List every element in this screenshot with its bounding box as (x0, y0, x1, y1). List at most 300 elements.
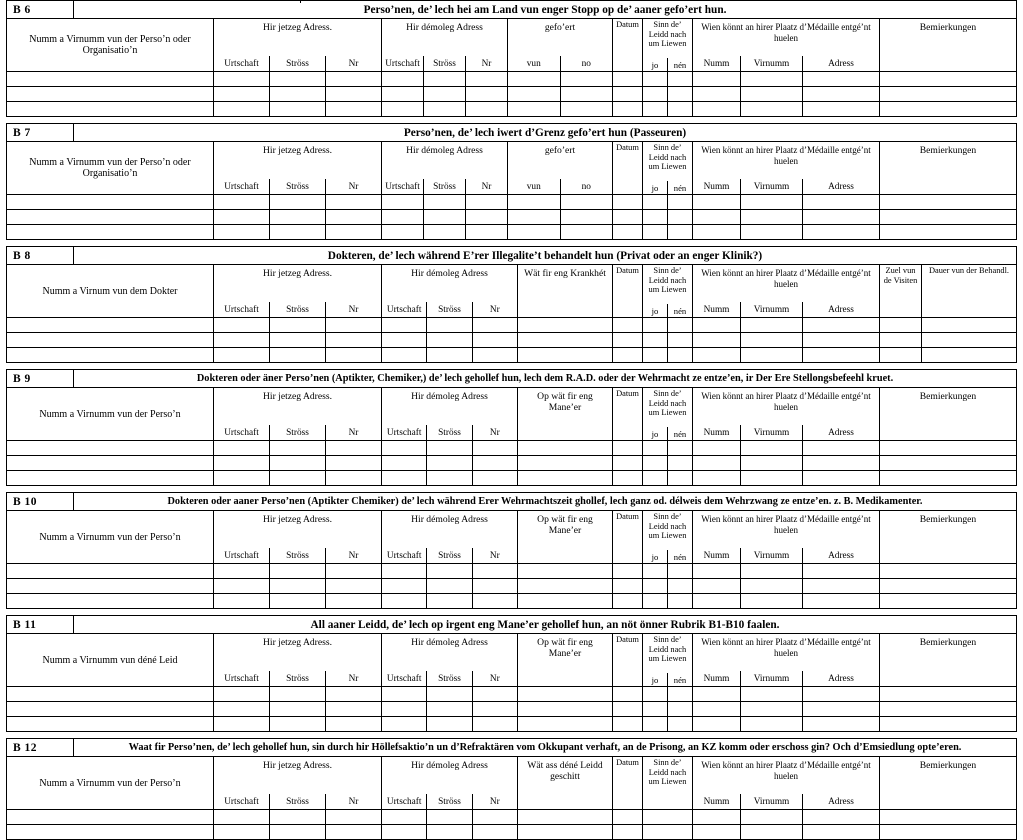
remarks-label: Bemierkungen (919, 145, 977, 156)
section-b11-rows (7, 687, 1016, 731)
no-label: nén (673, 59, 687, 70)
section-b12-title: Waat fir Perso’nen, de’ lech gehollef hun, sin durch hir Höllefsaktio’n un d’Refraktären vom Okkupant verhaft, an de Prisong, an KZ komm oder erschoss gin? Och d’Emsiedlung opte’eren. (128, 742, 962, 753)
section-b7-transport-header (508, 142, 613, 194)
section-b8-date-header (613, 265, 643, 317)
yes-label: jo (643, 673, 668, 686)
cell-visits[interactable] (880, 333, 922, 347)
cell-illness[interactable] (518, 348, 613, 362)
former-address-label: Hir démoleg Adress (411, 391, 488, 402)
cell-current-address[interactable] (214, 717, 382, 731)
address-label: Adress (828, 796, 854, 807)
table-row[interactable] (7, 209, 1016, 224)
current-address-label: Hir jetzeg Adress. (262, 760, 332, 771)
section-b9-title: Dokteren oder äner Perso’nen (Aptikter, Chemiker,) de’ lech gehollef hun, lech dem R.A.D. oder der Wehrmacht ze entze’en, ir Der Ere Stellongsbefeehl kruet. (196, 373, 894, 384)
section-b6-rows (7, 72, 1016, 116)
page-edge-mark (300, 0, 311, 3)
date-label: Datum (616, 635, 639, 644)
date-label: Datum (616, 143, 639, 152)
no-label: nén (673, 182, 687, 193)
section-b6-transport-header (508, 19, 613, 71)
section-b12-name-col-header: Numm a Virnumm vun der Perso’n (7, 757, 214, 809)
cell-meaning[interactable] (643, 579, 693, 593)
cell-current-address[interactable] (214, 72, 382, 86)
table-row[interactable] (7, 578, 1016, 593)
table-row[interactable] (7, 195, 1016, 209)
former-address-label: Hir démoleg Adress (411, 760, 488, 771)
cell-former-address[interactable] (382, 594, 518, 608)
cell-current-address[interactable] (214, 702, 382, 716)
section-b6-remarks-header (880, 19, 1016, 71)
table-row[interactable] (7, 332, 1016, 347)
cell-name[interactable] (7, 717, 214, 731)
section-b8-illness-header (518, 265, 613, 317)
cell-remarks[interactable] (880, 87, 1016, 101)
cell-name[interactable] (7, 441, 214, 455)
cell-name[interactable] (7, 456, 214, 470)
cell-name[interactable] (7, 702, 214, 716)
cell-date[interactable] (613, 717, 643, 731)
cell-name[interactable] (7, 87, 214, 101)
section-b7-plaque-header (693, 142, 880, 194)
cell-former-address[interactable] (382, 810, 518, 824)
number-label: Nr (348, 304, 359, 315)
section-b6-plaque-header (693, 19, 880, 71)
cell-plaque[interactable] (693, 87, 880, 101)
cell-transport[interactable] (508, 102, 613, 116)
table-row[interactable] (7, 593, 1016, 608)
number-label: Nr (348, 58, 359, 69)
cell-remarks[interactable] (880, 702, 1016, 716)
cell-current-address[interactable] (214, 87, 382, 101)
cell-meaning[interactable] (643, 333, 693, 347)
cell-current-address[interactable] (214, 348, 382, 362)
table-row[interactable] (7, 318, 1016, 332)
section-b11-current-address-header (214, 634, 382, 686)
cell-current-address[interactable] (214, 210, 382, 224)
section-b12-rows (7, 810, 1016, 839)
cell-plaque[interactable] (693, 348, 880, 362)
cell-meaning[interactable] (643, 471, 693, 485)
cell-plaque[interactable] (693, 225, 880, 239)
cell-date[interactable] (613, 195, 643, 209)
plaque-label: Wien könnt an hirer Plaatz d’Médaille entgé’nt huelen (701, 145, 871, 166)
cell-former-address[interactable] (382, 195, 508, 209)
cell-transport[interactable] (508, 225, 613, 239)
yes-label: jo (643, 181, 668, 194)
cell-meaning[interactable] (643, 195, 693, 209)
meaning-label: Sinn de’ Leidd nach um Liewen (648, 512, 687, 540)
number-label: Nr (481, 58, 492, 69)
cell-plaque[interactable] (693, 72, 880, 86)
cell-name[interactable] (7, 225, 214, 239)
cell-visits[interactable] (880, 318, 922, 332)
section-b11-former-address-header (382, 634, 518, 686)
cell-former-address[interactable] (382, 210, 508, 224)
cell-current-address[interactable] (214, 564, 382, 578)
cell-meaning[interactable] (643, 564, 693, 578)
remarks-label: Bemierkungen (919, 391, 977, 402)
cell-date[interactable] (613, 441, 643, 455)
cell-plaque[interactable] (693, 687, 880, 701)
surname-label: Numm (693, 179, 741, 194)
section-b11-code: B 11 (7, 616, 74, 633)
meaning-label: Sinn de’ Leidd nach um Liewen (648, 758, 687, 786)
cell-remarks[interactable] (880, 564, 1016, 578)
former-address-label: Hir démoleg Adress (411, 514, 488, 525)
cell-manner[interactable] (518, 441, 613, 455)
cell-current-address[interactable] (214, 195, 382, 209)
section-b10-current-address-header (214, 511, 382, 563)
street-label: Ströss (427, 548, 472, 563)
number-label: Nr (348, 427, 359, 438)
cell-meaning[interactable] (643, 810, 693, 824)
cell-name[interactable] (7, 594, 214, 608)
section-b6-current-address-header (214, 19, 382, 71)
cell-former-address[interactable] (382, 225, 508, 239)
section-b10-header (7, 511, 1016, 564)
cell-former-address[interactable] (382, 456, 518, 470)
cell-what-happened[interactable] (518, 825, 613, 839)
section-b12 (6, 738, 1017, 840)
cell-former-address[interactable] (382, 825, 518, 839)
section-b8-name-col-header: Numm a Virnum vun dem Dokter (7, 265, 214, 317)
cell-manner[interactable] (518, 594, 613, 608)
cell-name[interactable] (7, 102, 214, 116)
cell-date[interactable] (613, 687, 643, 701)
cell-meaning[interactable] (643, 87, 693, 101)
cell-plaque[interactable] (693, 594, 880, 608)
cell-remarks[interactable] (880, 195, 1016, 209)
section-b9-title-row (7, 370, 1016, 388)
cell-meaning[interactable] (643, 702, 693, 716)
cell-plaque[interactable] (693, 456, 880, 470)
cell-date[interactable] (613, 579, 643, 593)
section-b10-name-col-header: Numm a Virnumm vun der Perso’n (7, 511, 214, 563)
transport-label: gefo’ert (544, 145, 576, 156)
plaque-label: Wien könnt an hirer Plaatz d’Médaille entgé’nt huelen (701, 268, 871, 289)
cell-illness[interactable] (518, 318, 613, 332)
table-row[interactable] (7, 701, 1016, 716)
section-b8-title-row (7, 247, 1016, 265)
cell-manner[interactable] (518, 687, 613, 701)
cell-remarks[interactable] (880, 210, 1016, 224)
table-row[interactable] (7, 347, 1016, 362)
table-row[interactable] (7, 86, 1016, 101)
cell-meaning[interactable] (643, 210, 693, 224)
cell-remarks[interactable] (880, 471, 1016, 485)
section-b10 (6, 492, 1017, 609)
cell-former-address[interactable] (382, 318, 518, 332)
cell-remarks[interactable] (880, 456, 1016, 470)
cell-current-address[interactable] (214, 102, 382, 116)
transport-label: gefo’ert (544, 22, 576, 33)
cell-date[interactable] (613, 318, 643, 332)
cell-date[interactable] (613, 456, 643, 470)
cell-visits[interactable] (880, 348, 922, 362)
cell-current-address[interactable] (214, 471, 382, 485)
yes-label: jo (643, 304, 668, 317)
cell-name[interactable] (7, 195, 214, 209)
section-b12-remarks-header (880, 757, 1016, 809)
cell-date[interactable] (613, 702, 643, 716)
section-b6-date-header (613, 19, 643, 71)
cell-plaque[interactable] (693, 318, 880, 332)
cell-duration[interactable] (922, 348, 1016, 362)
cell-duration[interactable] (922, 318, 1016, 332)
cell-meaning[interactable] (643, 318, 693, 332)
section-b8-visits-header (880, 265, 922, 317)
manner-label: Op wät fir eng Mane’er (537, 637, 593, 659)
cell-former-address[interactable] (382, 579, 518, 593)
cell-date[interactable] (613, 825, 643, 839)
section-b11-meaning-header (643, 634, 693, 686)
cell-date[interactable] (613, 810, 643, 824)
cell-former-address[interactable] (382, 348, 518, 362)
cell-meaning[interactable] (643, 348, 693, 362)
cell-current-address[interactable] (214, 441, 382, 455)
section-b11-title: All aaner Leidd, de’ lech op irgent eng Mane’er gehollef hun, an nöt önner Rubrik B1-B10 faalen. (310, 618, 780, 631)
cell-name[interactable] (7, 564, 214, 578)
section-b10-meaning-header (643, 511, 693, 563)
cell-current-address[interactable] (214, 594, 382, 608)
section-b7-code: B 7 (7, 124, 74, 141)
table-row[interactable] (7, 564, 1016, 578)
section-b8-plaque-header (693, 265, 880, 317)
cell-former-address[interactable] (382, 333, 518, 347)
table-row[interactable] (7, 224, 1016, 239)
firstname-label: Virnumm (741, 302, 803, 317)
cell-current-address[interactable] (214, 825, 382, 839)
cell-date[interactable] (613, 471, 643, 485)
cell-manner[interactable] (518, 702, 613, 716)
table-row[interactable] (7, 101, 1016, 116)
cell-manner[interactable] (518, 579, 613, 593)
cell-manner[interactable] (518, 717, 613, 731)
section-b9-header (7, 388, 1016, 441)
cell-former-address[interactable] (382, 717, 518, 731)
cell-plaque[interactable] (693, 810, 880, 824)
visits-label: Zuel vun de Visiten (883, 266, 918, 285)
cell-name[interactable] (7, 348, 214, 362)
cell-former-address[interactable] (382, 702, 518, 716)
number-label: Nr (489, 550, 500, 561)
cell-remarks[interactable] (880, 594, 1016, 608)
from-label: vun (508, 56, 561, 71)
street-label: Ströss (270, 794, 326, 809)
section-b11-plaque-header (693, 634, 880, 686)
cell-former-address[interactable] (382, 102, 508, 116)
cell-current-address[interactable] (214, 318, 382, 332)
current-address-label: Hir jetzeg Adress. (262, 514, 332, 525)
cell-remarks[interactable] (880, 72, 1016, 86)
cell-meaning[interactable] (643, 594, 693, 608)
cell-name[interactable] (7, 471, 214, 485)
number-label: Nr (489, 673, 500, 684)
cell-plaque[interactable] (693, 579, 880, 593)
section-b10-plaque-header (693, 511, 880, 563)
section-b8-meaning-header (643, 265, 693, 317)
section-b7 (6, 123, 1017, 240)
section-b11-title-row (7, 616, 1016, 634)
cell-former-address[interactable] (382, 687, 518, 701)
cell-former-address[interactable] (382, 72, 508, 86)
cell-date[interactable] (613, 87, 643, 101)
cell-name[interactable] (7, 333, 214, 347)
cell-meaning[interactable] (643, 825, 693, 839)
cell-meaning[interactable] (643, 441, 693, 455)
cell-plaque[interactable] (693, 441, 880, 455)
section-b10-manner-header (518, 511, 613, 563)
cell-remarks[interactable] (880, 717, 1016, 731)
yes-label: jo (643, 58, 668, 71)
table-row[interactable] (7, 716, 1016, 731)
cell-remarks[interactable] (880, 225, 1016, 239)
cell-plaque[interactable] (693, 102, 880, 116)
table-row[interactable] (7, 441, 1016, 455)
section-b9 (6, 369, 1017, 486)
no-label: nén (673, 674, 687, 685)
cell-remarks[interactable] (880, 810, 1016, 824)
surname-label: Numm (693, 671, 741, 686)
section-b8-code: B 8 (7, 247, 74, 264)
section-b7-title: Perso’nen, de’ lech iwert d’Grenz gefo’ert hun (Passeuren) (403, 126, 687, 139)
cell-name[interactable] (7, 825, 214, 839)
section-b11-name-col-header: Numm a Virnumm vun déné Leid (7, 634, 214, 686)
cell-name[interactable] (7, 579, 214, 593)
cell-plaque[interactable] (693, 210, 880, 224)
cell-former-address[interactable] (382, 441, 518, 455)
cell-meaning[interactable] (643, 72, 693, 86)
cell-name[interactable] (7, 687, 214, 701)
cell-manner[interactable] (518, 456, 613, 470)
cell-remarks[interactable] (880, 687, 1016, 701)
cell-manner[interactable] (518, 564, 613, 578)
remarks-label: Bemierkungen (919, 637, 977, 648)
cell-plaque[interactable] (693, 702, 880, 716)
current-address-label: Hir jetzeg Adress. (262, 391, 332, 402)
section-b6-title-row (7, 1, 1016, 19)
cell-current-address[interactable] (214, 810, 382, 824)
section-b9-current-address-header (214, 388, 382, 440)
cell-plaque[interactable] (693, 333, 880, 347)
former-address-label: Hir démoleg Adress (411, 637, 488, 648)
cell-plaque[interactable] (693, 564, 880, 578)
number-label: Nr (489, 796, 500, 807)
cell-illness[interactable] (518, 333, 613, 347)
surname-label: Numm (693, 56, 741, 71)
cell-remarks[interactable] (880, 825, 1016, 839)
cell-date[interactable] (613, 564, 643, 578)
cell-name[interactable] (7, 318, 214, 332)
table-row[interactable] (7, 810, 1016, 824)
table-row[interactable] (7, 824, 1016, 839)
cell-meaning[interactable] (643, 687, 693, 701)
firstname-label: Virnumm (741, 425, 803, 440)
cell-meaning[interactable] (643, 717, 693, 731)
cell-current-address[interactable] (214, 456, 382, 470)
cell-former-address[interactable] (382, 87, 508, 101)
section-b12-plaque-header (693, 757, 880, 809)
surname-label: Numm (693, 548, 741, 563)
table-row[interactable] (7, 455, 1016, 470)
cell-plaque[interactable] (693, 195, 880, 209)
cell-date[interactable] (613, 210, 643, 224)
cell-transport[interactable] (508, 210, 613, 224)
section-b8-duration-header (922, 265, 1016, 317)
table-row[interactable] (7, 687, 1016, 701)
number-label: Nr (348, 181, 359, 192)
manner-label: Op wät fir eng Mane’er (537, 514, 593, 536)
street-label: Ströss (270, 179, 326, 194)
cell-date[interactable] (613, 348, 643, 362)
remarks-label: Bemierkungen (919, 22, 977, 33)
cell-date[interactable] (613, 72, 643, 86)
cell-date[interactable] (613, 102, 643, 116)
cell-meaning[interactable] (643, 102, 693, 116)
cell-transport[interactable] (508, 87, 613, 101)
section-b9-former-address-header (382, 388, 518, 440)
street-label: Ströss (424, 179, 466, 194)
plaque-label: Wien könnt an hirer Plaatz d’Médaille entgé’nt huelen (701, 22, 871, 43)
cell-current-address[interactable] (214, 687, 382, 701)
cell-duration[interactable] (922, 333, 1016, 347)
cell-remarks[interactable] (880, 102, 1016, 116)
table-row[interactable] (7, 72, 1016, 86)
cell-former-address[interactable] (382, 564, 518, 578)
locality-label: Urtschaft (214, 794, 270, 809)
cell-remarks[interactable] (880, 441, 1016, 455)
firstname-label: Virnumm (741, 548, 803, 563)
cell-date[interactable] (613, 594, 643, 608)
meaning-label: Sinn de’ Leidd nach um Liewen (648, 389, 687, 417)
cell-date[interactable] (613, 333, 643, 347)
section-b12-former-address-header (382, 757, 518, 809)
cell-date[interactable] (613, 225, 643, 239)
section-b9-manner-header (518, 388, 613, 440)
cell-meaning[interactable] (643, 225, 693, 239)
cell-plaque[interactable] (693, 717, 880, 731)
number-label: Nr (348, 796, 359, 807)
table-row[interactable] (7, 470, 1016, 485)
cell-transport[interactable] (508, 195, 613, 209)
section-b7-rows (7, 195, 1016, 239)
section-b6-title: Perso’nen, de’ lech hei am Land vun enger Stopp op de’ aaner gefo’ert hun. (363, 3, 727, 16)
cell-what-happened[interactable] (518, 810, 613, 824)
cell-meaning[interactable] (643, 456, 693, 470)
street-label: Ströss (270, 548, 326, 563)
firstname-label: Virnumm (741, 56, 803, 71)
section-b12-title-row (7, 739, 1016, 757)
cell-name[interactable] (7, 210, 214, 224)
section-b10-former-address-header (382, 511, 518, 563)
cell-current-address[interactable] (214, 225, 382, 239)
date-label: Datum (616, 266, 639, 275)
cell-current-address[interactable] (214, 333, 382, 347)
cell-former-address[interactable] (382, 471, 518, 485)
cell-name[interactable] (7, 810, 214, 824)
surname-label: Numm (693, 302, 741, 317)
cell-name[interactable] (7, 72, 214, 86)
cell-current-address[interactable] (214, 579, 382, 593)
cell-transport[interactable] (508, 72, 613, 86)
cell-manner[interactable] (518, 471, 613, 485)
section-b9-rows (7, 441, 1016, 485)
cell-plaque[interactable] (693, 825, 880, 839)
firstname-label: Virnumm (741, 794, 803, 809)
locality-label: Urtschaft (214, 548, 270, 563)
cell-remarks[interactable] (880, 579, 1016, 593)
cell-plaque[interactable] (693, 471, 880, 485)
